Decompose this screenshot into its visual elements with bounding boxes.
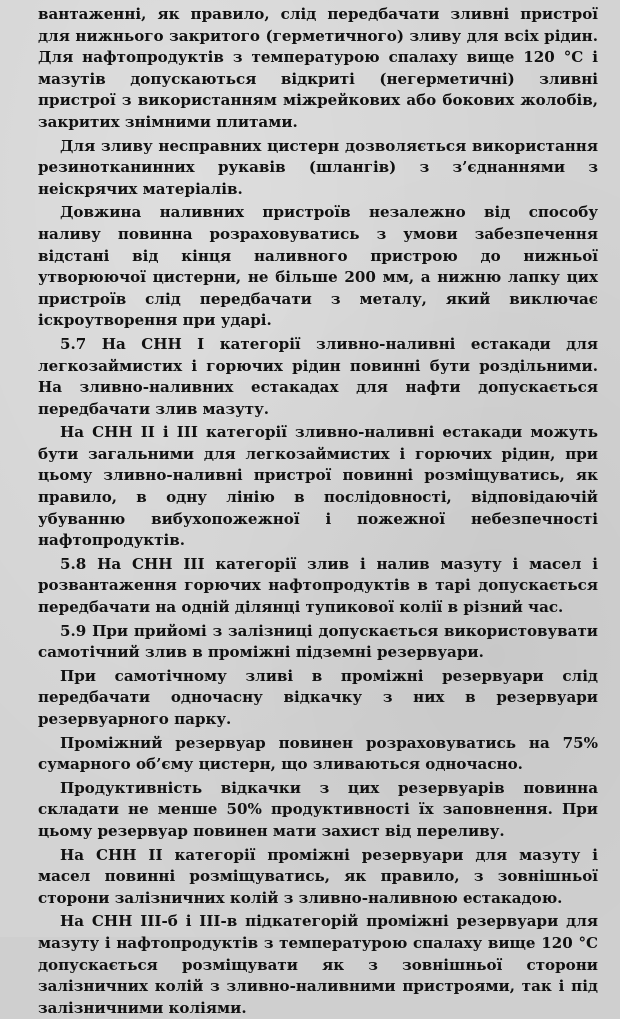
- paragraph-5-9: 5.9 При прийомі з залізниці допускається використовувати самотічний злив в проміжні підземні резервуари.: [38, 621, 598, 662]
- paragraph-continuation: вантаженні, як правило, слід передбачати зливні пристрої для нижнього закритого (герметичного) зливу для всіх рідин. Для нафтопродуктів з температурою спалаху вище 120 °C і мазутів допускаються відкриті (негерметичні) зливні пристрої з використанням міжрейкових або бокових жолобів, закритих знімними плитами.: [38, 5, 598, 131]
- paragraph-5-7: 5.7 На СНН І категорії зливно-наливні естакади для легкозаймистих і горючих рідин повинні бути роздільними. На зливно-наливних естакадах для нафти допускається передбачати злив мазуту.: [38, 334, 598, 418]
- paragraph-pumping-capacity: Продуктивність відкачки з цих резервуарів повинна складати не менше 50% продуктивності їх заповнення. При цьому резервуар повинен мати захист від переливу.: [38, 778, 598, 840]
- paragraph-loading-length: Довжина наливних пристроїв незалежно від способу наливу повинна розраховуватись з умови забезпечення відстані від кінця наливного пристрою до нижньої утворюючої цистерни, не більше 200 мм, а нижню лапку цих пристроїв слід передбачати з металу, який виключає іскроутворення при ударі.: [38, 203, 598, 330]
- paragraph-intermediate-tank: Проміжний резервуар повинен розраховуватись на 75% сумарного об’єму цистерн, що зливаються одночасно.: [38, 733, 598, 774]
- paragraph-category-3b-3c: На СНН ІІІ-б і ІІІ-в підкатегорій проміжні резервуари для мазуту і нафтопродуктів з температурою спалаху вище 120 °C допускається розміщувати як з зовнішньої сторони залізничних колій з зливно-наливними пристроями, так і під залізничними коліями.: [38, 912, 598, 1017]
- paragraph-category-2-tanks: На СНН ІІ категорії проміжні резервуари для мазуту і масел повинні розміщуватись, як правило, з зовнішньої сторони залізничних колій з зливно-наливною естакадою.: [38, 845, 598, 907]
- paragraph-category-2-3: На СНН ІІ і ІІІ категорії зливно-наливні естакади можуть бути загальними для легкозаймистих і горючих рідин, при цьому зливно-наливні пристрої повинні розміщуватись, як правило, в одну лінію в послідовності, відповідаючій убуванню вибухопожежної і пожежної небезпечності нафтопродуктів.: [38, 423, 598, 550]
- paragraph-5-8: 5.8 На СНН ІІІ категорії злив і налив мазуту і масел і розвантаження горючих нафтопродуктів в тарі допускається передбачати на одній ділянці тупикової колії в різний час.: [38, 554, 598, 617]
- paragraph-gravity-drain: При самотічному зливі в проміжні резервуари слід передбачати одночасну відкачку з них в резервуари резервуарного парку.: [38, 666, 598, 728]
- paragraph-hose-drain: Для зливу несправних цистерн дозволяється використання резинотканинних рукавів (шлангів) з з’єднаннями з неіскрячих матеріалів.: [38, 136, 598, 198]
